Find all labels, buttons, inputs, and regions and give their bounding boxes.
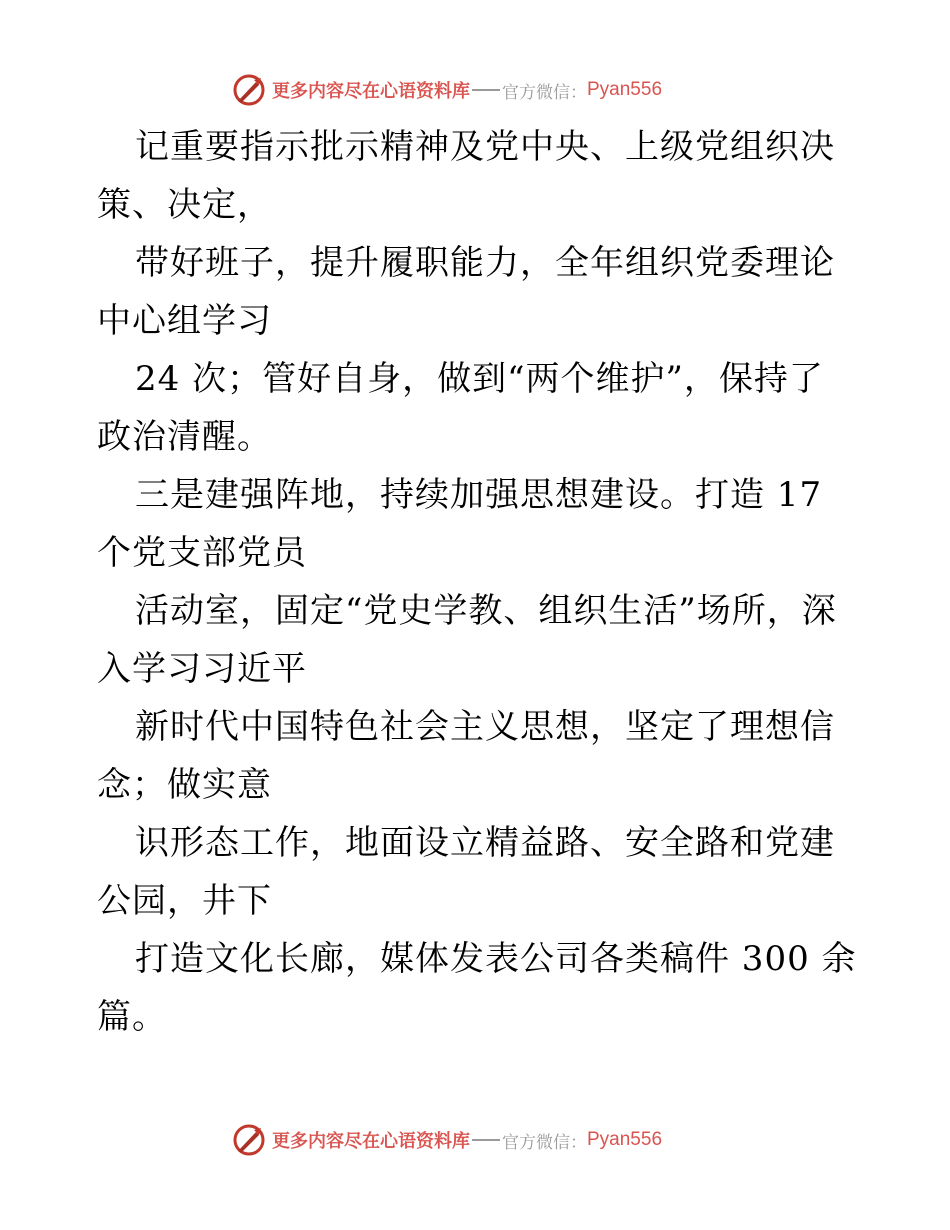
- paragraph: 活动室，固定“党史学教、组织生活”场所，深入学习习近平: [97, 591, 837, 689]
- banner-divider: [472, 1139, 500, 1141]
- header-banner: [232, 72, 752, 108]
- banner-title: 更多内容尽在心语资料库: [272, 1131, 470, 1152]
- banner-divider: [472, 89, 500, 91]
- banner-wechat-label: 官方微信：: [502, 1132, 587, 1153]
- paragraph: 打造文化长廊，媒体发表公司各类稿件 300 余篇。: [97, 939, 857, 1037]
- banner-wechat-id: Pyan556: [587, 1129, 663, 1150]
- paragraph: 三是建强阵地，持续加强思想建设。打造 17 个党支部党员: [97, 475, 834, 573]
- quill-pen-logo-icon: [232, 73, 266, 107]
- quill-pen-logo-icon: [232, 1123, 266, 1157]
- banner-title: 更多内容尽在心语资料库: [272, 81, 470, 102]
- banner-wechat-id: Pyan556: [587, 79, 663, 100]
- paragraph: 记重要指示批示精神及党中央、上级党组织决策、决定，: [97, 127, 835, 225]
- footer-banner: [232, 1122, 752, 1158]
- paragraph: 24 次；管好自身，做到“两个维护”，保持了政治清醒。: [97, 359, 824, 457]
- paragraph: 识形态工作，地面设立精益路、安全路和党建公园，井下: [97, 823, 835, 921]
- document-body: [97, 118, 857, 1046]
- banner-wechat-label: 官方微信：: [502, 82, 587, 103]
- paragraph: 带好班子，提升履职能力，全年组织党委理论中心组学习: [97, 243, 835, 341]
- paragraph: 新时代中国特色社会主义思想，坚定了理想信念；做实意: [97, 707, 835, 805]
